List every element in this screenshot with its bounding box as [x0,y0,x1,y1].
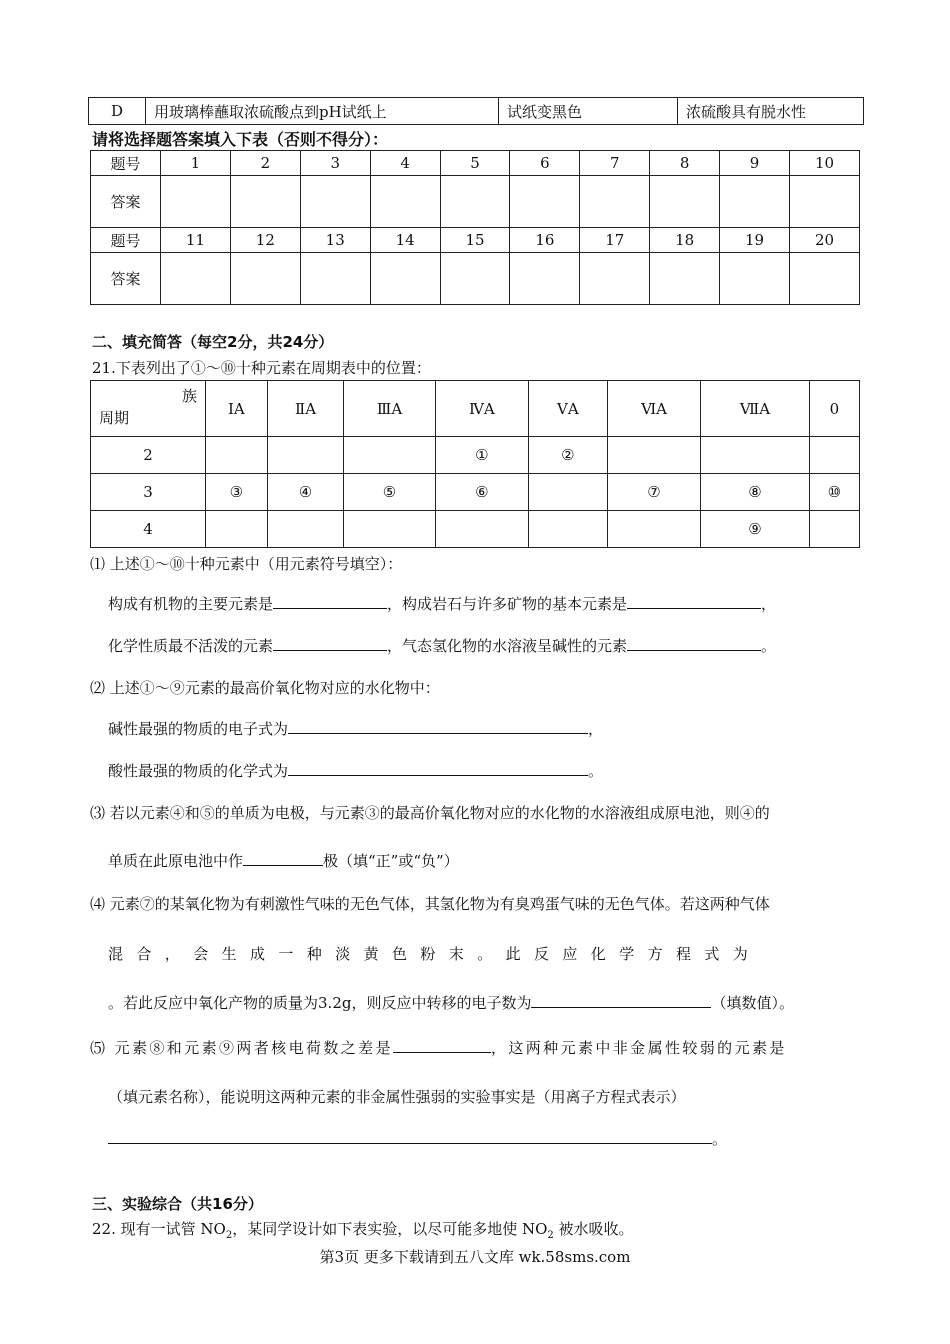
q22-text: 22. 现有一试管 NO [92,1220,226,1238]
element-cell [344,511,435,548]
answer-cell[interactable] [370,176,440,228]
q-num: 9 [720,151,790,176]
element-cell [206,437,268,474]
section3-title: 三、实验综合（共16分） [92,1195,263,1213]
answer-cell[interactable] [790,253,860,305]
element-cell: ⑩ [809,474,859,511]
group-header: ⅢA [344,381,435,437]
q2-line2 [108,760,603,781]
q22-sub: 2 [225,1230,233,1241]
element-cell [809,511,859,548]
group-header: ⅡA [267,381,344,437]
answer-cell[interactable] [300,176,370,228]
q-num: 15 [440,228,510,253]
a-label: 答案 [91,253,161,305]
q-num: 20 [790,228,860,253]
q-num: 18 [650,228,720,253]
period-label: 2 [91,437,206,474]
q2-text: 。 [588,762,604,780]
q3-line2 [108,850,459,871]
q1-title: ⑴ 上述①～⑩十种元素中（用元素符号填空）： [90,555,403,573]
page-footer: 第3页 更多下载请到五八文库 wk.58sms.com [319,1248,631,1266]
element-cell [528,474,607,511]
element-cell [607,511,701,548]
answer-cell[interactable] [720,253,790,305]
q2-text: 酸性最强的物质的化学式为 [108,762,289,780]
q-num: 6 [510,151,580,176]
q1-line1 [108,593,776,614]
element-cell [344,437,435,474]
q2-text: 碱性最强的物质的电子式为 [108,720,289,738]
q-num: 3 [300,151,370,176]
group-header: ⅤA [528,381,607,437]
group-header: 0 [809,381,859,437]
period-label: 4 [91,511,206,548]
answer-instruction: 请将选择题答案填入下表（否则不得分）： [92,130,389,149]
answer-cell[interactable] [230,253,300,305]
q1-text: 构成有机物的主要元素是 [108,595,274,613]
answer-cell[interactable] [720,176,790,228]
q5-line3 [108,1128,727,1149]
answer-blank[interactable] [288,718,588,734]
q4-text: 。若此反应中氧化产物的质量为3.2g，则反应中转移的电子数为 [108,994,532,1012]
q2-text: ， [588,720,604,738]
q4-text: （填数值）。 [711,994,794,1012]
q1-text: ，构成岩石与许多矿物的基本元素是 [387,595,628,613]
element-cell [267,511,344,548]
answer-cell[interactable] [650,176,720,228]
element-cell [809,437,859,474]
answer-cell[interactable] [440,253,510,305]
element-cell: ② [528,437,607,474]
q-num: 2 [230,151,300,176]
answer-cell[interactable] [440,176,510,228]
answer-cell[interactable] [161,253,231,305]
answer-blank[interactable] [273,635,387,651]
q22-text: ，某同学设计如下表实验，以尽可能多地使 NO [232,1220,548,1238]
q3-text: 单质在此原电池中作 [108,852,244,870]
q-num: 8 [650,151,720,176]
q-num: 11 [161,228,231,253]
element-cell: ⑦ [607,474,701,511]
answer-blank[interactable] [243,850,323,866]
element-cell [206,511,268,548]
answer-cell[interactable] [510,253,580,305]
answer-cell[interactable] [370,253,440,305]
element-cell [528,511,607,548]
period-label: 3 [91,474,206,511]
q5-text: ⑸ 元素⑧和元素⑨两者核电荷数之差是 [90,1039,393,1057]
q-num: 12 [230,228,300,253]
element-cell: ⑥ [435,474,528,511]
q-label: 题号 [91,151,161,176]
q4-line2: 混合，会生成一种淡黄色粉末。此反应化学方程式为 [108,945,762,963]
q-label: 题号 [91,228,161,253]
corner-cell [91,381,206,437]
periodic-table [90,380,860,548]
group-header: ⅠA [206,381,268,437]
answer-cell[interactable] [230,176,300,228]
q1-line2 [108,635,776,656]
q-num: 19 [720,228,790,253]
q5-text: 。 [712,1130,728,1148]
q5-text: ，这两种元素中非金属性较弱的元素是 [490,1039,787,1057]
row-d-phenomenon: 试纸变黑色 [499,98,678,125]
corner-group: 族 [181,387,197,405]
answer-blank[interactable] [273,593,387,609]
q5-line1 [90,1037,787,1058]
row-d-method: 用玻璃棒蘸取浓硫酸点到pH试纸上 [146,98,499,125]
row-d-label: D [89,98,146,125]
element-cell: ⑨ [701,511,809,548]
element-cell: ③ [206,474,268,511]
group-header: ⅥA [607,381,701,437]
q-num: 14 [370,228,440,253]
q4-line1: ⑷ 元素⑦的某氧化物为有刺激性气味的无色气体，其氢化物为有臭鸡蛋气味的无色气体。若这两种气体 [90,895,770,913]
q-num: 17 [580,228,650,253]
q-num: 7 [580,151,650,176]
q22-text: 被水吸收。 [553,1220,634,1238]
q1-text: 。 [761,637,777,655]
answer-blank[interactable] [627,593,761,609]
element-cell [701,437,809,474]
q-num: 13 [300,228,370,253]
element-cell [435,511,528,548]
q22-intro [92,1218,634,1241]
a-label: 答案 [91,176,161,228]
q3-line1: ⑶ 若以元素④和⑤的单质为电极，与元素③的最高价氧化物对应的水化物的水溶液组成原电池，则④的 [90,804,770,822]
group-header: ⅦA [701,381,809,437]
answer-cell[interactable] [580,253,650,305]
answer-cell[interactable] [510,176,580,228]
answer-blank[interactable] [393,1037,491,1053]
element-cell [267,437,344,474]
q-num: 10 [790,151,860,176]
answer-cell[interactable] [650,253,720,305]
element-cell [607,437,701,474]
q4-line3 [108,992,794,1013]
q-num: 16 [510,228,580,253]
q-num: 1 [161,151,231,176]
group-header: ⅣA [435,381,528,437]
answer-cell[interactable] [580,176,650,228]
row-d-table [88,97,864,125]
q1-text: 化学性质最不活泼的元素 [108,637,274,655]
q1-text: ，气态氢化物的水溶液呈碱性的元素 [387,637,628,655]
answer-cell[interactable] [790,176,860,228]
element-cell: ④ [267,474,344,511]
q-num: 4 [370,151,440,176]
element-cell: ⑧ [701,474,809,511]
row-d-conclusion: 浓硫酸具有脱水性 [678,98,864,125]
q21-intro: 21.下表列出了①～⑩十种元素在周期表中的位置： [92,359,431,377]
q1-text: ， [761,595,777,613]
answer-blank[interactable] [108,1128,712,1144]
element-cell: ⑤ [344,474,435,511]
q2-title: ⑵ 上述①～⑨元素的最高价氧化物对应的水化物中： [90,679,440,697]
q-num: 5 [440,151,510,176]
corner-period: 周期 [99,409,130,427]
q5-line2: （填元素名称），能说明这两种元素的非金属性强弱的实验事实是（用离子方程式表示） [108,1088,686,1106]
q3-text: 极（填“正”或“负”） [323,852,459,870]
answer-blank[interactable] [531,992,711,1008]
answer-cell[interactable] [300,253,370,305]
q22-sub: 2 [547,1230,554,1241]
q2-line1 [108,718,603,739]
answer-cell[interactable] [161,176,231,228]
answer-blank[interactable] [288,760,588,776]
answer-blank[interactable] [627,635,761,651]
element-cell: ① [435,437,528,474]
answer-table [90,150,860,305]
section2-title: 二、填充简答（每空2分，共24分） [92,333,334,351]
